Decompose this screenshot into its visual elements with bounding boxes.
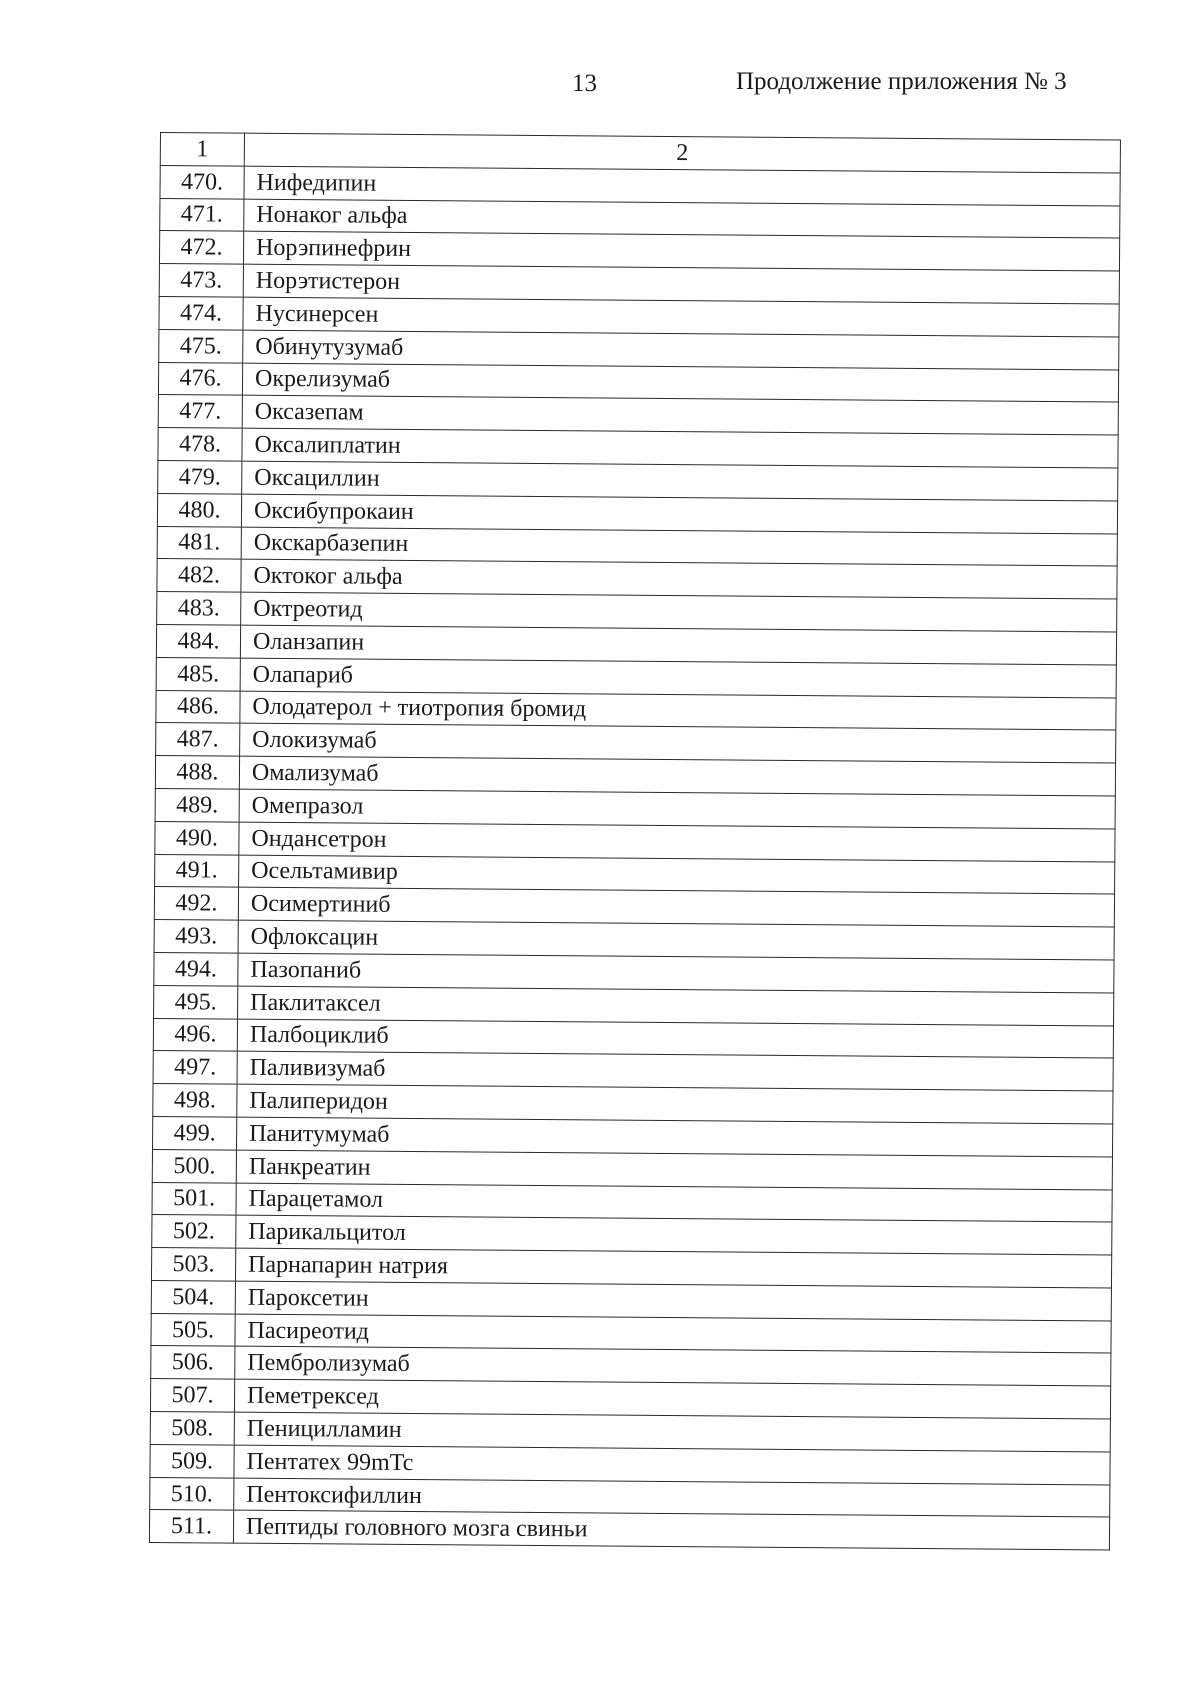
row-number: 494. [154,952,238,985]
drug-name: Омепразол [239,789,1115,829]
drug-name: Пеметрексед [234,1379,1110,1419]
row-number: 504. [151,1280,235,1313]
drug-name: Пеницилламин [234,1412,1110,1452]
row-number: 476. [158,362,242,395]
drug-name: Оксибупрокаин [241,494,1117,534]
drug-name: Парацетамол [236,1183,1112,1223]
row-number: 480. [157,493,241,526]
appendix-continuation-note: Продолжение приложения № 3 [736,68,1067,95]
row-number: 497. [153,1051,237,1084]
drug-name: Олокизумаб [240,723,1116,763]
drug-name: Палиперидон [237,1084,1113,1124]
drug-name: Парикальцитол [236,1215,1112,1255]
row-number: 482. [157,559,241,592]
row-number: 490. [155,821,239,854]
row-number: 502. [152,1215,236,1248]
drug-name: Оксалиплатин [242,428,1118,468]
drug-name: Паливизумаб [237,1051,1113,1091]
drug-name: Пептиды головного мозга свиньи [233,1511,1109,1551]
table-row [149,1510,1109,1550]
drug-name: Норэтистерон [243,264,1119,304]
row-number: 509. [150,1444,234,1477]
row-number: 510. [150,1477,234,1510]
row-number: 503. [151,1248,235,1281]
column-header-number: 1 [160,133,244,166]
drug-list-table [149,132,1121,1551]
drug-name: Паклитаксел [238,986,1114,1026]
row-number: 507. [150,1379,234,1412]
row-number: 488. [155,756,239,789]
drug-name: Октреотид [241,592,1117,632]
drug-name: Омализумаб [239,756,1115,796]
drug-name: Оксазепам [242,396,1118,436]
row-number: 484. [156,624,240,657]
row-number: 498. [153,1084,237,1117]
row-number: 493. [154,920,238,953]
row-number: 500. [152,1149,236,1182]
drug-name: Офлоксацин [238,920,1114,960]
row-number: 471. [160,198,244,231]
row-number: 489. [155,788,239,821]
row-number: 501. [152,1182,236,1215]
row-number: 491. [155,854,239,887]
row-number: 495. [154,985,238,1018]
drug-name: Окрелизумаб [242,363,1118,403]
drug-name: Октоког альфа [241,560,1117,600]
drug-name: Нифедипин [244,166,1120,206]
row-number: 475. [159,329,243,362]
row-number: 481. [157,526,241,559]
drug-name: Оксациллин [242,461,1118,501]
drug-name: Осимертиниб [238,887,1114,927]
row-number: 506. [151,1346,235,1379]
drug-name: Пентоксифиллин [234,1478,1110,1518]
drug-name: Оланзапин [240,625,1116,665]
row-number: 496. [153,1018,237,1051]
row-number: 474. [159,296,243,329]
row-number: 473. [159,264,243,297]
table-body [149,165,1120,1550]
drug-name: Пасиреотид [235,1314,1111,1354]
drug-name: Пароксетин [235,1281,1111,1321]
drug-name: Ондансетрон [239,822,1115,862]
drug-name: Норэпинефрин [243,232,1119,272]
drug-name: Панитумумаб [237,1117,1113,1157]
drug-name: Пембролизумаб [235,1347,1111,1387]
drug-name: Пазопаниб [238,953,1114,993]
drug-name: Пентатех 99mTc [234,1445,1110,1485]
drug-name: Обинутузумаб [243,330,1119,370]
row-number: 499. [153,1116,237,1149]
row-number: 508. [150,1412,234,1445]
row-number: 485. [156,657,240,690]
row-number: 479. [158,460,242,493]
row-number: 478. [158,428,242,461]
drug-name: Осельтамивир [239,855,1115,895]
drug-name: Панкреатин [236,1150,1112,1190]
row-number: 511. [149,1510,233,1543]
row-number: 505. [151,1313,235,1346]
drug-name: Палбоциклиб [237,1019,1113,1059]
row-number: 487. [156,723,240,756]
row-number: 492. [154,887,238,920]
row-number: 470. [160,165,244,198]
drug-name: Окскарбазепин [241,527,1117,567]
row-number: 483. [157,592,241,625]
row-number: 472. [159,231,243,264]
drug-name: Олапариб [240,658,1116,698]
column-header-name: 2 [244,133,1120,173]
row-number: 477. [158,395,242,428]
drug-name: Олодатерол + тиотропия бромид [240,691,1116,731]
drug-name: Нусинерсен [243,297,1119,337]
drug-name: Нонаког альфа [244,199,1120,239]
row-number: 486. [156,690,240,723]
drug-name: Парнапарин натрия [235,1248,1111,1288]
page-number: 13 [572,70,597,97]
